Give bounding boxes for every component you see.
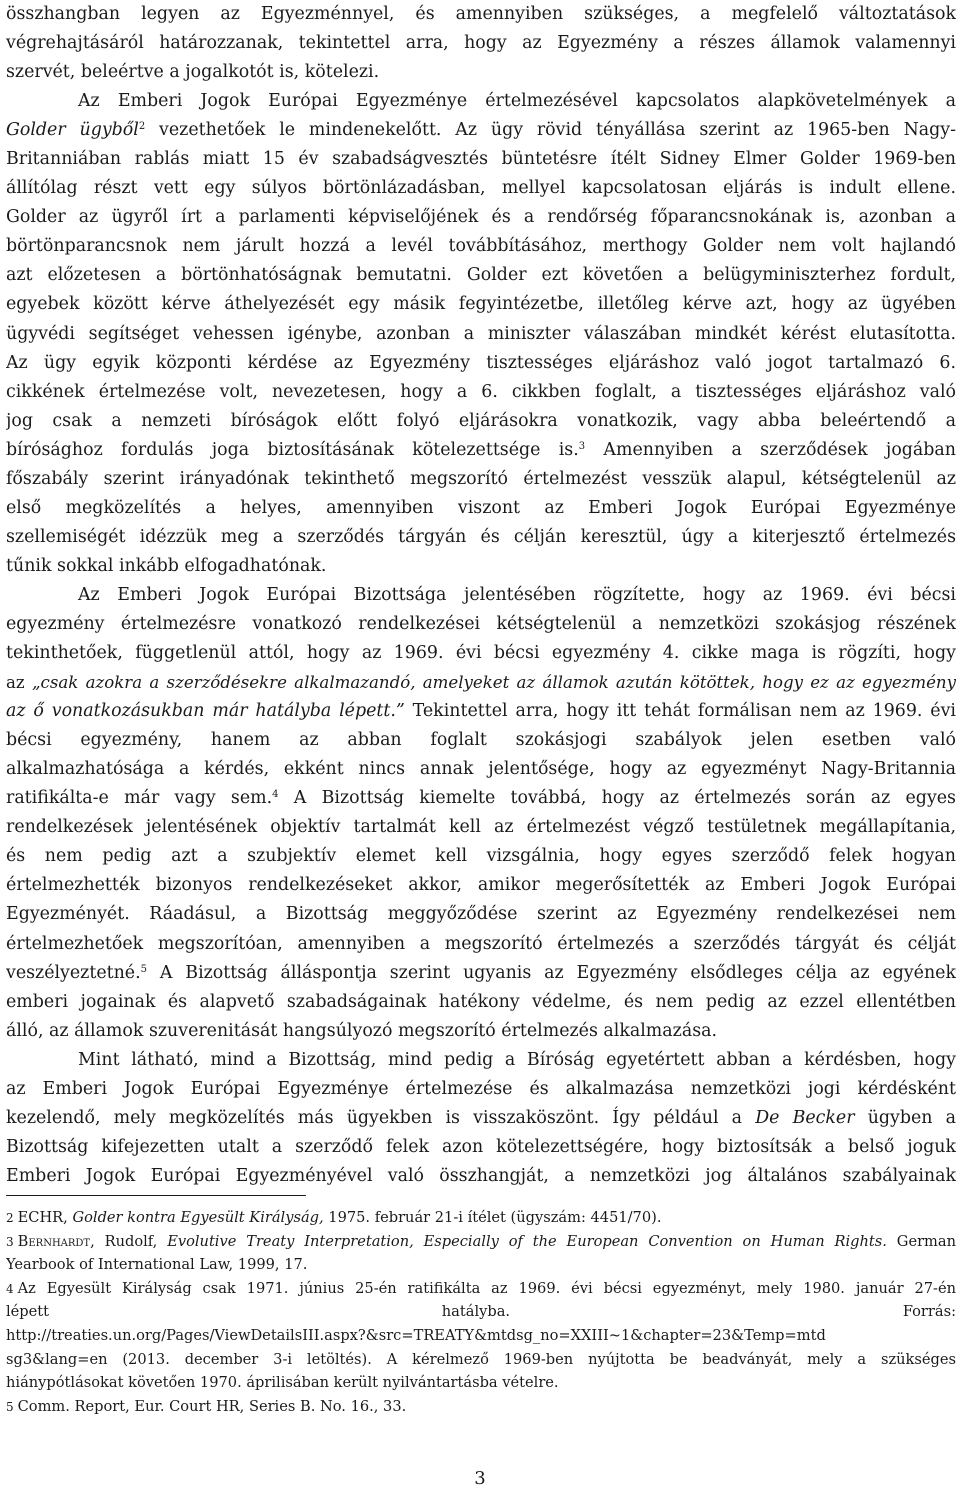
case-name: De Becker — [755, 1107, 855, 1128]
text-line: az „csak azokra a szerződésekre alkalmazandó, amelyeket az államok azután kötöttek, hogy ez az egyezmény — [6, 673, 956, 693]
quotation: „csak azokra a szerződésekre alkalmazandó, amelyeket az államok azután kötöttek, hogy ez az egyezmény — [31, 673, 956, 693]
text-line: tekinthetőek, függetlenül attól, hogy az 1969. évi bécsi egyezmény 4. cikke maga is rögzíti, hogy — [6, 643, 956, 664]
text-line: első megközelítés a helyes, amennyiben viszont az Emberi Jogok Európai Egyezménye — [6, 497, 956, 518]
text-line: állítólag részt vett egy súlyos börtönlázadásban, mellyel kapcsolatosan eljárás is indult ellene. — [6, 178, 956, 199]
paragraph-1 — [6, 0, 956, 87]
paragraph-4 — [6, 1046, 956, 1191]
footnote-3: 3 Bernhardt, Rudolf, Evolutive Treaty Interpretation, Especially of the European Convention on Human Rights. German — [6, 1232, 956, 1250]
text-line: Britanniában rablás miatt 15 év szabadságvesztés büntetésre ítélt Sidney Elmer Golder 1969-ben — [6, 149, 956, 170]
footnote-ref: 5 — [140, 963, 147, 975]
footnote-4-cont: lépett hatályba. Forrás: — [6, 1303, 956, 1321]
footnote-ref: 3 — [578, 440, 586, 452]
author-name: Bernhardt — [17, 1232, 91, 1250]
case-name: Golder ügyből — [6, 120, 139, 141]
text-line: alkalmazhatósága a kérdés, ekként nincs annak jelentősége, hogy az egyezményt Nagy-Britannia — [6, 759, 956, 780]
footnote-ref: 2 — [138, 121, 146, 133]
footnote-5: 5 Comm. Report, Eur. Court HR, Series B. No. 16., 33. — [6, 1397, 407, 1415]
body-text — [6, 0, 956, 1191]
footnote-4: 4 Az Egyesült Királyság csak 1971. június 25-én ratifikálta az 1969. évi bécsi egyezményt, mely 1980. január 27-én — [6, 1279, 956, 1297]
text-line: Golder ügyből$^2$ vezethetőek le mindenekelőtt. Az ügy rövid tényállása szerint az 1965-ben Nagy- — [6, 120, 956, 141]
paragraph-2 — [6, 87, 956, 581]
text-line: jog csak a nemzeti bíróságok előtt folyó eljárásokra vonatkozik, vagy abba beleértendő a — [6, 410, 956, 431]
text-line: rendelkezések jelentésének objektív tartalmát kell az értelmezést végző testületnek megállapítania, — [6, 817, 956, 838]
text-line: értelmezhetőek megszorítóan, amennyiben a megszorító értelmezés a szerződés tárgyát és célját — [6, 933, 956, 954]
text-line: emberi jogainak és alapvető szabadságainak hatékony védelme, és nem pedig az ezzel ellentétben — [6, 991, 956, 1012]
footnote-number: 5 — [6, 1399, 14, 1414]
text-line: azt előzetesen a börtönhatóságnak bemutatni. Golder ezt követően a belügyminiszterhez fordult, — [6, 265, 956, 286]
text-line: ratifikálta-e már vagy sem.$^4$ A Bizottság kiemelte továbbá, hogy az értelmezés során az egyes — [6, 788, 956, 809]
text-line: tűnik sokkal inkább elfogadhatónak. — [6, 555, 327, 576]
text-line: álló, az államok szuverenitását hangsúlyozó megszorító értelmezés alkalmazása. — [6, 1020, 718, 1041]
text-line: Egyezményét. Ráadásul, a Bizottság meggyőződése szerint az Egyezmény rendelkezései nem — [6, 904, 956, 925]
text-line: egyezmény értelmezésre vonatkozó rendelkezései kétségtelenül a nemzetközi szokásjog részének — [6, 613, 956, 634]
text-line: egyebek között kérve áthelyezését egy másik fegyintézetbe, illetőleg kérve azt, hogy az ügyében — [6, 294, 956, 315]
text-line: értelmezhették bizonyos rendelkezéseket akkor, amikor megerősítették az Emberi Jogok Európai — [6, 875, 956, 896]
text-line: az Emberi Jogok Európai Egyezménye értelmezése és alkalmazása nemzetközi jogi kérdésként — [6, 1078, 956, 1099]
footnotes — [6, 1206, 956, 1418]
text-line: Golder az ügyről írt a parlamenti képviselőjének és a rendőrség főparancsnokának is, azonban a — [6, 207, 956, 228]
footnote-ref: 4 — [272, 789, 279, 801]
text-line: szellemiségét idézzük meg a szerződés tárgyán és célján keresztül, úgy a kiterjesztő értelmezés — [6, 526, 956, 547]
text-line: Emberi Jogok Európai Egyezményével való összhangját, a nemzetközi jog általános szabályainak — [6, 1165, 956, 1186]
footnote-4-cont: sg3&lang=en (2013. december 3-i letöltés). A kérelmező 1969-ben nyújtotta be beadványát, mely a szükséges — [6, 1350, 956, 1368]
footnote-number: 2 — [6, 1211, 14, 1225]
text-line: végrehajtásáról határozzanak, tekintettel arra, hogy az Egyezmény a részes államok valamennyi — [6, 33, 956, 54]
footnote-number: 3 — [6, 1234, 14, 1249]
text-line: ügyvédi segítséget vehessen igénybe, azonban a miniszter válaszában mindkét kérést elutasította. — [6, 323, 956, 344]
text-line: főszabály szerint irányadónak tekinthető megszorító értelmezést vesszük alapul, kétségtelenül az — [6, 468, 956, 489]
quotation: az ő vonatkozásukban már hatályba lépett.” — [6, 701, 405, 722]
text-line: Az Emberi Jogok Európai Bizottsága jelentésében rögzítette, hogy az 1969. évi bécsi — [78, 584, 956, 605]
text-line: cikkének értelmezése volt, nevezetesen, hogy a 6. cikkben foglalt, a tisztességes eljáráshoz való — [6, 381, 956, 402]
text-line: Bizottság kifejezetten utalt a szerződő felek azon kötelezettségére, hogy biztosítsák a belső joguk — [6, 1136, 956, 1157]
text-line: az ő vonatkozásukban már hatályba lépett.” Tekintettel arra, hogy itt tehát formálisan nem az 1969. évi — [6, 701, 956, 722]
text-line: börtönparancsnok nem járult hozzá a levél továbbításához, merthogy Golder nem volt hajlandó — [6, 236, 956, 257]
text-line: Mint látható, mind a Bizottság, mind pedig a Bíróság egyetértett abban a kérdésben, hogy — [78, 1049, 956, 1070]
text-line: kezelendő, mely megközelítés más ügyekben is visszaköszönt. Így például a De Becker ügyben a — [6, 1107, 956, 1128]
text-line: bécsi egyezmény, hanem az abban foglalt szokásjogi szabályok jelen esetben való — [6, 730, 956, 751]
text-line: szervét, beleértve a jogalkotót is, kötelezi. — [6, 62, 380, 83]
text-line: veszélyeztetné.$^5$ A Bizottság álláspontja szerint ugyanis az Egyezmény elsődleges célja az egyének — [6, 962, 956, 983]
footnote-number: 4 — [6, 1281, 14, 1296]
footnote-2: 2 ECHR, Golder kontra Egyesült Királyság, 1975. február 21-i ítélet (ügyszám: 4451/70). — [6, 1209, 662, 1226]
footnote-3-cont: Yearbook of International Law, 1999, 17. — [6, 1256, 308, 1274]
footnote-4-cont: hiánypótlásokat követően 1970. áprilisában került nyilvántartásba vételre. — [6, 1374, 559, 1392]
text-line: összhangban legyen az Egyezménnyel, és amennyiben szükséges, a megfelelő változtatások — [6, 4, 956, 24]
text-line: Az Emberi Jogok Európai Egyezménye értelmezésével kapcsolatos alapkövetelmények a — [78, 91, 956, 112]
text-line: bírósághoz fordulás joga biztosításának kötelezettsége is.$^3$ Amennyiben a szerződések jogában — [6, 439, 956, 460]
text-line: és nem pedig azt a szubjektív elemet kell vizsgálnia, hogy egyes szerződő felek hogyan — [6, 846, 956, 867]
footnote-4-url: http://treaties.un.org/Pages/ViewDetailsIII.aspx?&src=TREATY&mtdsg_no=XXIII~1&chapter=23&Temp=mtd — [6, 1326, 826, 1344]
page-number: 3 — [474, 1468, 486, 1489]
footnote-separator — [6, 1195, 306, 1196]
paragraph-3 — [6, 581, 956, 1046]
text-line: Az ügy egyik központi kérdése az Egyezmény tisztességes eljáráshoz való jogot tartalmazó 6. — [6, 352, 956, 373]
